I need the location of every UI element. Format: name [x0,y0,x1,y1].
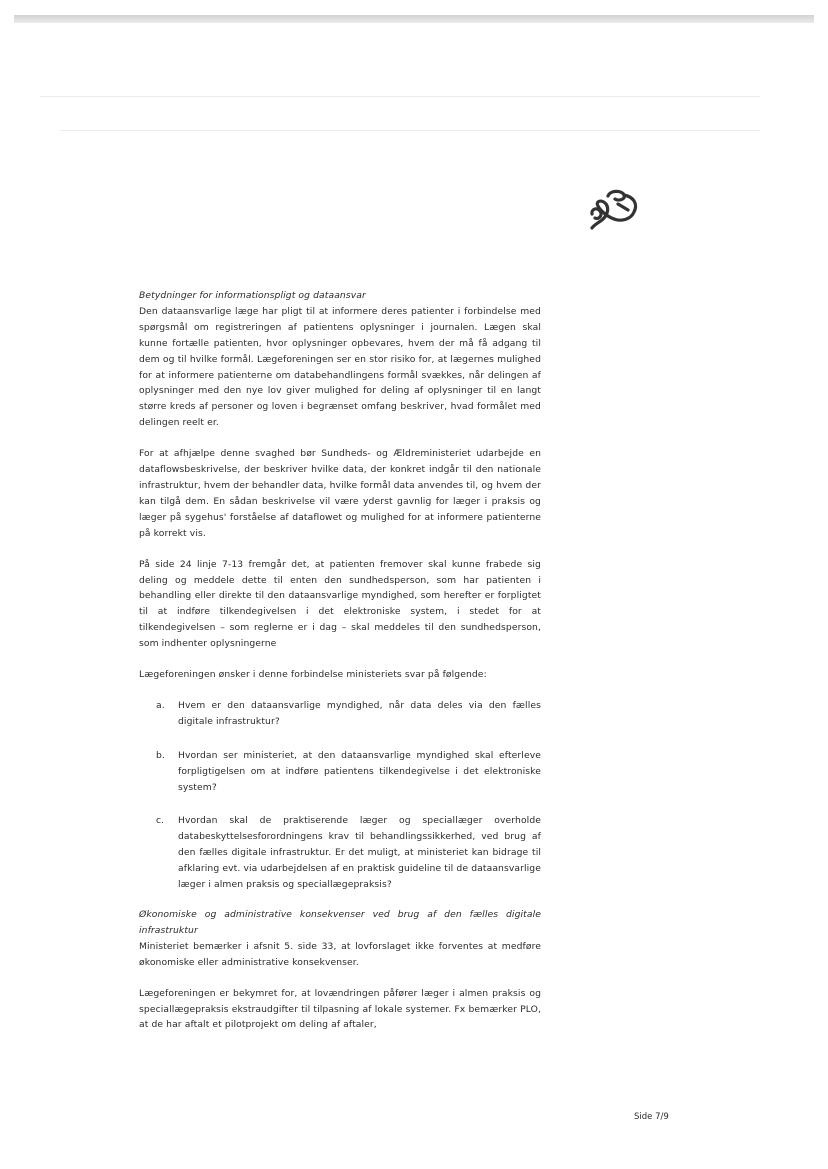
paragraph: Lægeforeningen er bekymret for, at lovændringen påfører læger i almen praksis og speciallægepraksis ekstraudgifter til tilpasning af lokale systemer. Fx bemærker PLO, at de har aftalt et pilotprojekt om deling af aftaler, [139,987,541,1031]
section-heading: Økonomiske og administrative konsekvenser ved brug af den fælles digitale infrastruktur [139,909,541,936]
paragraph: På side 24 linje 7-13 fremgår det, at patienten fremover skal kunne frabede sig deling og meddele dette til enten den sundhedsperson, som har patienten i behandling eller direkte til den dataansvarlige myndighed, som herefter er forpligtet til at indføre tilkendegivelsen i det elektroniske system, i stedet for at tilkendegivelsen – som reglerne er i dag – skal meddeles til den sundhedsperson, som indhenter oplysningerne [139,558,541,650]
list-item-label: a. [156,699,165,711]
question-list [139,698,541,893]
list-item-label: c. [156,815,165,827]
association-logo-icon [588,188,640,230]
paragraph: Lægeforeningen ønsker i denne forbindelse ministeriets svar på følgende: [139,669,487,681]
section-heading: Betydninger for informationspligt og dataansvar [139,290,366,301]
scan-artifact-line [40,96,760,97]
page-number: Side 7/9 [634,1112,669,1122]
scan-artifact-line [60,130,760,131]
list-item [139,698,541,730]
list-item [139,748,541,796]
paragraph: Ministeriet bemærker i afsnit 5. side 33, at lovforslaget ikke forventes at medføre økonomiske eller administrative konsekvenser. [139,940,541,968]
list-item-text: Hvordan ser ministeriet, at den dataansvarlige myndighed skal efterleve forpligtigelsen om at indføre patientens tilkendegivelse i det elektroniske system? [178,749,541,793]
list-item [139,813,541,893]
scan-top-band [14,15,814,23]
document-body [139,288,541,1033]
list-item-text: Hvordan skal de praktiserende læger og speciallæger overholde databeskyttelsesforordningens krav til behandlingssikkerhed, ved brug af den fælles digitale infrastruktur. Er det muligt, at ministeriet kan bidrage til afklaring evt. via udarbejdelsen af en praktisk guideline til de dataansvarlige læger i almen praksis og speciallægepraksis? [178,815,541,891]
list-item-text: Hvem er den dataansvarlige myndighed, når data deles via den fælles digitale infrastruktur? [178,699,541,727]
paragraph: For at afhjælpe denne svaghed bør Sundheds- og Ældreministeriet udarbejde en dataflowsbeskrivelse, der beskriver hvilke data, der konkret indgår til den nationale infrastruktur, hvem der behandler data, hvilke formål data anvendes til, og hvem der kan tilgå dem. En sådan beskrivelse vil være yderst gavnlig for læger i praksis og læger på sygehus' forståelse af dataflowet og mulighed for at informere patienterne på korrekt vis. [139,448,541,539]
paragraph: Den dataansvarlige læge har pligt til at informere deres patienter i forbindelse med spørgsmål om registreringen af patientens oplysninger i journalen. Lægen skal kunne fortælle patienten, hvor oplysninger opbevares, hvem der må få adgang til dem og til hvilke formål. Lægeforeningen ser en stor risiko for, at lægernes mulighed for at informere patienterne om databehandlingens formål svækkes, når delingen af oplysninger med den nye lov giver mulighed for deling af oplysninger til en langt større kreds af personer og loven i begrænset omfang beskriver, hvad formålet med delingen reelt er. [139,305,541,429]
list-item-label: b. [156,749,165,761]
